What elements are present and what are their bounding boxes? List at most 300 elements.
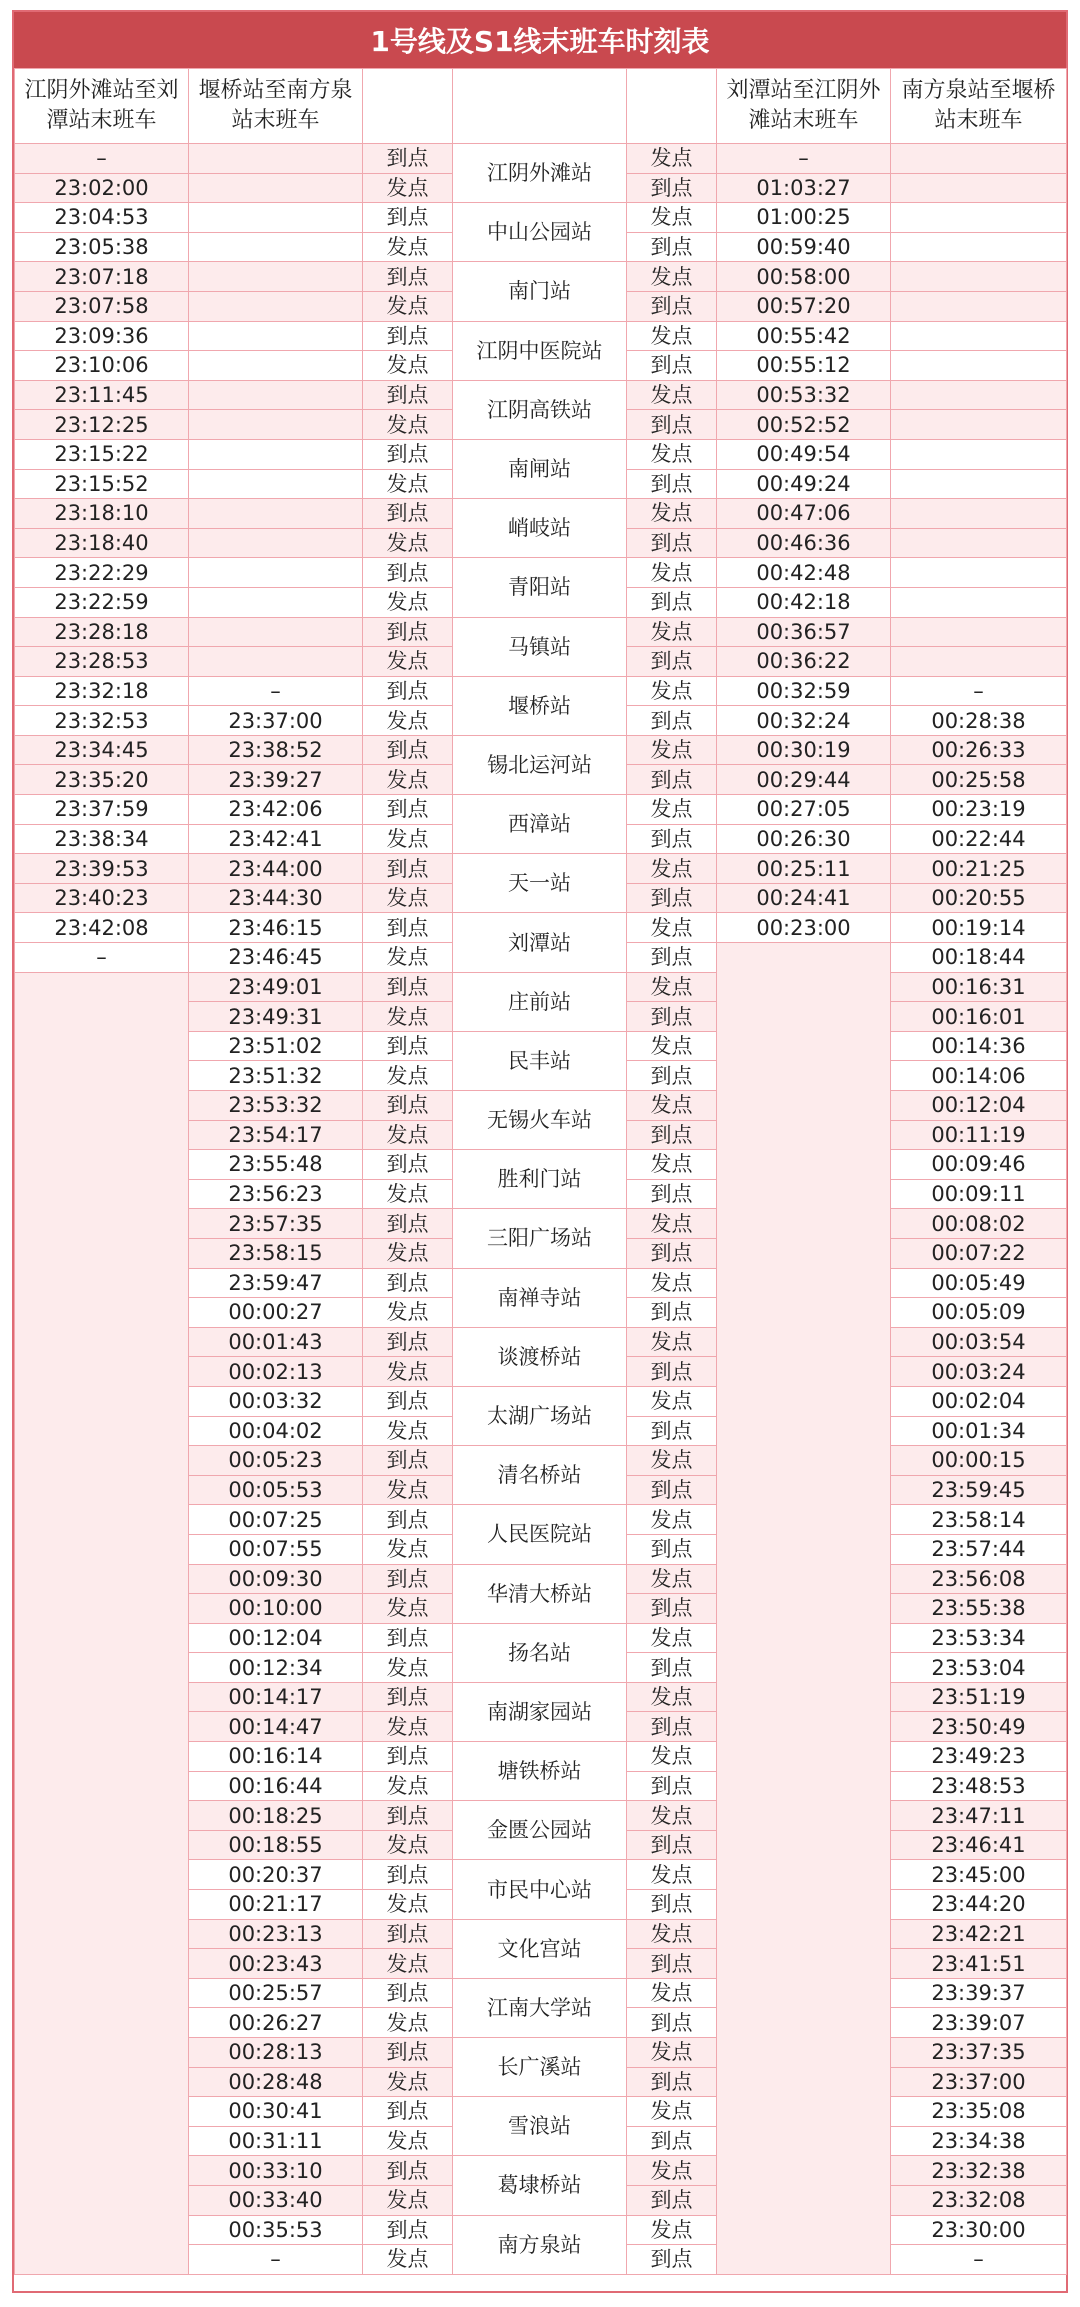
arrive-depart-label: 到点 [627, 528, 717, 558]
time-yanqiao-to-nanfangquan: 23:56:23 [189, 1179, 363, 1209]
arrive-depart-label: 到点 [363, 380, 453, 410]
arrive-depart-label: 发点 [363, 410, 453, 440]
arrive-depart-label: 发点 [363, 2245, 453, 2275]
time-nanfangquan-to-yanqiao [891, 410, 1067, 440]
arrive-depart-label: 发点 [363, 1416, 453, 1446]
arrive-depart-label: 发点 [627, 1860, 717, 1890]
time-liutan-to-jiangyin: 00:57:20 [717, 291, 891, 321]
time-yanqiao-to-nanfangquan: – [189, 2245, 363, 2275]
arrive-depart-label: 到点 [627, 1357, 717, 1387]
arrive-depart-label: 发点 [627, 1919, 717, 1949]
station-name: 马镇站 [453, 617, 627, 676]
arrive-depart-label: 到点 [363, 1091, 453, 1121]
station-name: 文化宫站 [453, 1919, 627, 1978]
time-nanfangquan-to-yanqiao: 00:05:09 [891, 1298, 1067, 1328]
arrive-depart-label: 到点 [363, 617, 453, 647]
header-jiangyin-to-liutan: 江阴外滩站至刘潭站末班车 [15, 69, 189, 144]
arrive-depart-label: 到点 [627, 1298, 717, 1328]
time-jiangyin-to-liutan: 23:42:08 [15, 913, 189, 943]
timetable-body [15, 144, 1067, 2275]
time-nanfangquan-to-yanqiao: 00:07:22 [891, 1238, 1067, 1268]
time-nanfangquan-to-yanqiao: 00:08:02 [891, 1209, 1067, 1239]
arrive-depart-label: 发点 [363, 1890, 453, 1920]
arrive-depart-label: 到点 [627, 824, 717, 854]
time-jiangyin-to-liutan: 23:15:52 [15, 469, 189, 499]
time-jiangyin-to-liutan: 23:09:36 [15, 321, 189, 351]
arrive-depart-label: 发点 [627, 1446, 717, 1476]
time-liutan-to-jiangyin: – [717, 144, 891, 174]
station-name: 无锡火车站 [453, 1091, 627, 1150]
time-yanqiao-to-nanfangquan: 00:23:43 [189, 1949, 363, 1979]
time-jiangyin-to-liutan: 23:37:59 [15, 795, 189, 825]
time-jiangyin-to-liutan: 23:32:53 [15, 706, 189, 736]
time-yanqiao-to-nanfangquan: 00:28:13 [189, 2038, 363, 2068]
station-name: 天一站 [453, 854, 627, 913]
time-nanfangquan-to-yanqiao: 23:39:37 [891, 1978, 1067, 2008]
arrive-depart-label: 发点 [363, 1949, 453, 1979]
time-jiangyin-to-liutan: 23:15:22 [15, 439, 189, 469]
time-liutan-to-jiangyin: 00:36:22 [717, 647, 891, 677]
arrive-depart-label: 到点 [363, 735, 453, 765]
arrive-depart-label: 发点 [627, 735, 717, 765]
time-yanqiao-to-nanfangquan: – [189, 676, 363, 706]
time-jiangyin-to-liutan: – [15, 144, 189, 174]
arrive-depart-label: 发点 [363, 2008, 453, 2038]
time-yanqiao-to-nanfangquan: 23:59:47 [189, 1268, 363, 1298]
time-jiangyin-to-liutan: – [15, 943, 189, 973]
arrive-depart-label: 发点 [363, 765, 453, 795]
time-yanqiao-to-nanfangquan [189, 647, 363, 677]
arrive-depart-label: 发点 [627, 854, 717, 884]
time-yanqiao-to-nanfangquan: 00:25:57 [189, 1978, 363, 2008]
arrive-depart-label: 发点 [627, 203, 717, 233]
arrive-depart-label: 发点 [363, 1594, 453, 1624]
time-yanqiao-to-nanfangquan: 00:01:43 [189, 1327, 363, 1357]
time-liutan-to-jiangyin: 00:24:41 [717, 883, 891, 913]
arrive-depart-label: 发点 [627, 795, 717, 825]
time-yanqiao-to-nanfangquan: 00:04:02 [189, 1416, 363, 1446]
station-name: 扬名站 [453, 1623, 627, 1682]
time-nanfangquan-to-yanqiao: 23:58:14 [891, 1505, 1067, 1535]
time-jiangyin-to-liutan: 23:18:40 [15, 528, 189, 558]
header-arrive-depart-left [363, 69, 453, 144]
time-jiangyin-to-liutan: 23:22:29 [15, 558, 189, 588]
table-row [15, 676, 1067, 706]
time-nanfangquan-to-yanqiao: 00:11:19 [891, 1120, 1067, 1150]
arrive-depart-label: 到点 [627, 410, 717, 440]
header-yanqiao-to-nanfangquan: 堰桥站至南方泉站末班车 [189, 69, 363, 144]
arrive-depart-label: 发点 [363, 824, 453, 854]
time-liutan-to-jiangyin: 00:32:59 [717, 676, 891, 706]
arrive-depart-label: 到点 [363, 795, 453, 825]
arrive-depart-label: 到点 [363, 1386, 453, 1416]
arrive-depart-label: 发点 [363, 351, 453, 381]
arrive-depart-label: 发点 [363, 1712, 453, 1742]
time-yanqiao-to-nanfangquan: 23:54:17 [189, 1120, 363, 1150]
arrive-depart-label: 到点 [363, 1446, 453, 1476]
station-name: 人民医院站 [453, 1505, 627, 1564]
time-jiangyin-to-liutan: 23:18:10 [15, 499, 189, 529]
time-yanqiao-to-nanfangquan: 23:42:41 [189, 824, 363, 854]
time-nanfangquan-to-yanqiao [891, 380, 1067, 410]
time-nanfangquan-to-yanqiao: 23:37:35 [891, 2038, 1067, 2068]
time-nanfangquan-to-yanqiao: 23:42:21 [891, 1919, 1067, 1949]
time-nanfangquan-to-yanqiao [891, 439, 1067, 469]
time-jiangyin-to-liutan: 23:38:34 [15, 824, 189, 854]
arrive-depart-label: 到点 [627, 232, 717, 262]
arrive-depart-label: 发点 [627, 2038, 717, 2068]
arrive-depart-label: 到点 [363, 2215, 453, 2245]
arrive-depart-label: 到点 [627, 1416, 717, 1446]
time-yanqiao-to-nanfangquan: 00:35:53 [189, 2215, 363, 2245]
time-nanfangquan-to-yanqiao [891, 469, 1067, 499]
time-yanqiao-to-nanfangquan: 00:09:30 [189, 1564, 363, 1594]
time-yanqiao-to-nanfangquan [189, 410, 363, 440]
station-name: 青阳站 [453, 558, 627, 617]
header-arrive-depart-right [627, 69, 717, 144]
time-jiangyin-to-liutan: 23:34:45 [15, 735, 189, 765]
arrive-depart-label: 发点 [363, 1830, 453, 1860]
table-row [15, 617, 1067, 647]
time-liutan-to-jiangyin: 01:00:25 [717, 203, 891, 233]
time-yanqiao-to-nanfangquan: 00:12:04 [189, 1623, 363, 1653]
arrive-depart-label: 到点 [627, 706, 717, 736]
station-name: 江阴外滩站 [453, 144, 627, 203]
time-yanqiao-to-nanfangquan: 00:18:55 [189, 1830, 363, 1860]
time-nanfangquan-to-yanqiao: 00:22:44 [891, 824, 1067, 854]
time-yanqiao-to-nanfangquan: 00:26:27 [189, 2008, 363, 2038]
station-name: 清名桥站 [453, 1446, 627, 1505]
arrive-depart-label: 到点 [363, 1327, 453, 1357]
time-nanfangquan-to-yanqiao: 23:56:08 [891, 1564, 1067, 1594]
arrive-depart-label: 到点 [363, 1564, 453, 1594]
time-jiangyin-to-liutan: 23:32:18 [15, 676, 189, 706]
station-name: 南闸站 [453, 439, 627, 498]
time-jiangyin-to-liutan: 23:11:45 [15, 380, 189, 410]
arrive-depart-label: 到点 [363, 1209, 453, 1239]
timetable-table [14, 68, 1067, 2275]
arrive-depart-label: 发点 [627, 439, 717, 469]
time-nanfangquan-to-yanqiao: – [891, 2245, 1067, 2275]
arrive-depart-label: 发点 [627, 1623, 717, 1653]
table-row [15, 972, 1067, 1002]
table-row [15, 262, 1067, 292]
time-nanfangquan-to-yanqiao: 00:02:04 [891, 1386, 1067, 1416]
station-name: 太湖广场站 [453, 1386, 627, 1445]
time-nanfangquan-to-yanqiao: 00:05:49 [891, 1268, 1067, 1298]
time-jiangyin-to-liutan: 23:35:20 [15, 765, 189, 795]
arrive-depart-label: 到点 [627, 291, 717, 321]
arrive-depart-label: 到点 [627, 1949, 717, 1979]
time-yanqiao-to-nanfangquan [189, 558, 363, 588]
arrive-depart-label: 发点 [627, 617, 717, 647]
arrive-depart-label: 发点 [627, 2215, 717, 2245]
time-yanqiao-to-nanfangquan [189, 321, 363, 351]
time-liutan-to-jiangyin: 01:03:27 [717, 173, 891, 203]
time-liutan-to-jiangyin: 00:27:05 [717, 795, 891, 825]
time-yanqiao-to-nanfangquan: 23:44:00 [189, 854, 363, 884]
time-nanfangquan-to-yanqiao: 00:20:55 [891, 883, 1067, 913]
time-liutan-to-jiangyin: 00:47:06 [717, 499, 891, 529]
time-nanfangquan-to-yanqiao: 00:19:14 [891, 913, 1067, 943]
arrive-depart-label: 到点 [627, 943, 717, 973]
arrive-depart-label: 到点 [627, 883, 717, 913]
time-yanqiao-to-nanfangquan [189, 439, 363, 469]
arrive-depart-label: 发点 [363, 1238, 453, 1268]
arrive-depart-label: 到点 [627, 2126, 717, 2156]
time-nanfangquan-to-yanqiao: 23:53:04 [891, 1653, 1067, 1683]
time-jiangyin-to-liutan: 23:12:25 [15, 410, 189, 440]
time-yanqiao-to-nanfangquan: 23:42:06 [189, 795, 363, 825]
arrive-depart-label: 发点 [627, 262, 717, 292]
arrive-depart-label: 到点 [363, 1919, 453, 1949]
time-yanqiao-to-nanfangquan: 00:23:13 [189, 1919, 363, 1949]
arrive-depart-label: 发点 [627, 1801, 717, 1831]
table-row [15, 203, 1067, 233]
arrive-depart-label: 发点 [627, 1031, 717, 1061]
time-nanfangquan-to-yanqiao: 23:50:49 [891, 1712, 1067, 1742]
table-row [15, 380, 1067, 410]
arrive-depart-label: 到点 [363, 1150, 453, 1180]
time-yanqiao-to-nanfangquan: 23:49:31 [189, 1002, 363, 1032]
station-name: 华清大桥站 [453, 1564, 627, 1623]
time-nanfangquan-to-yanqiao: 23:48:53 [891, 1771, 1067, 1801]
time-yanqiao-to-nanfangquan: 23:49:01 [189, 972, 363, 1002]
arrive-depart-label: 发点 [363, 291, 453, 321]
arrive-depart-label: 到点 [363, 321, 453, 351]
station-name: 塘铁桥站 [453, 1742, 627, 1801]
arrive-depart-label: 到点 [363, 972, 453, 1002]
time-liutan-to-jiangyin: 00:55:42 [717, 321, 891, 351]
time-nanfangquan-to-yanqiao [891, 232, 1067, 262]
arrive-depart-label: 到点 [363, 676, 453, 706]
time-nanfangquan-to-yanqiao [891, 262, 1067, 292]
time-nanfangquan-to-yanqiao: – [891, 676, 1067, 706]
station-name: 南方泉站 [453, 2215, 627, 2274]
arrive-depart-label: 发点 [363, 1179, 453, 1209]
arrive-depart-label: 发点 [363, 1475, 453, 1505]
time-nanfangquan-to-yanqiao: 00:23:19 [891, 795, 1067, 825]
arrive-depart-label: 到点 [627, 1594, 717, 1624]
arrive-depart-label: 发点 [627, 558, 717, 588]
arrive-depart-label: 发点 [627, 2156, 717, 2186]
time-liutan-to-jiangyin: 00:49:54 [717, 439, 891, 469]
time-nanfangquan-to-yanqiao [891, 173, 1067, 203]
time-nanfangquan-to-yanqiao: 23:44:20 [891, 1890, 1067, 1920]
time-yanqiao-to-nanfangquan: 00:02:13 [189, 1357, 363, 1387]
time-yanqiao-to-nanfangquan: 00:20:37 [189, 1860, 363, 1890]
arrive-depart-label: 到点 [363, 499, 453, 529]
arrive-depart-label: 到点 [627, 173, 717, 203]
time-nanfangquan-to-yanqiao: 23:32:38 [891, 2156, 1067, 2186]
table-row [15, 854, 1067, 884]
arrive-depart-label: 发点 [363, 469, 453, 499]
time-yanqiao-to-nanfangquan: 23:37:00 [189, 706, 363, 736]
arrive-depart-label: 发点 [627, 1091, 717, 1121]
arrive-depart-label: 到点 [363, 1268, 453, 1298]
time-nanfangquan-to-yanqiao: 00:12:04 [891, 1091, 1067, 1121]
arrive-depart-label: 到点 [627, 469, 717, 499]
station-name: 江南大学站 [453, 1978, 627, 2037]
time-nanfangquan-to-yanqiao: 00:26:33 [891, 735, 1067, 765]
table-row [15, 439, 1067, 469]
time-nanfangquan-to-yanqiao: 23:35:08 [891, 2097, 1067, 2127]
station-name: 峭岐站 [453, 499, 627, 558]
timetable-title: 1号线及S1线末班车时刻表 [14, 12, 1066, 68]
arrive-depart-label: 发点 [363, 232, 453, 262]
arrive-depart-label: 发点 [627, 2097, 717, 2127]
header-nanfangquan-to-yanqiao: 南方泉站至堰桥站末班车 [891, 69, 1067, 144]
header-row [15, 69, 1067, 144]
time-yanqiao-to-nanfangquan: 23:51:32 [189, 1061, 363, 1091]
arrive-depart-label: 到点 [363, 1505, 453, 1535]
time-nanfangquan-to-yanqiao: 23:37:00 [891, 2067, 1067, 2097]
time-nanfangquan-to-yanqiao: 00:03:24 [891, 1357, 1067, 1387]
arrive-depart-label: 到点 [363, 262, 453, 292]
time-liutan-to-jiangyin: 00:46:36 [717, 528, 891, 558]
time-nanfangquan-to-yanqiao [891, 499, 1067, 529]
time-nanfangquan-to-yanqiao: 00:25:58 [891, 765, 1067, 795]
station-name: 江阴中医院站 [453, 321, 627, 380]
time-nanfangquan-to-yanqiao [891, 647, 1067, 677]
time-yanqiao-to-nanfangquan: 00:14:47 [189, 1712, 363, 1742]
arrive-depart-label: 到点 [363, 854, 453, 884]
arrive-depart-label: 到点 [627, 765, 717, 795]
arrive-depart-label: 发点 [627, 321, 717, 351]
time-yanqiao-to-nanfangquan: 00:03:32 [189, 1386, 363, 1416]
station-name: 庄前站 [453, 972, 627, 1031]
arrive-depart-label: 发点 [363, 173, 453, 203]
arrive-depart-label: 到点 [363, 2156, 453, 2186]
station-name: 金匮公园站 [453, 1801, 627, 1860]
time-nanfangquan-to-yanqiao: 23:59:45 [891, 1475, 1067, 1505]
time-nanfangquan-to-yanqiao: 23:32:08 [891, 2185, 1067, 2215]
time-liutan-to-jiangyin: 00:32:24 [717, 706, 891, 736]
time-yanqiao-to-nanfangquan: 00:07:25 [189, 1505, 363, 1535]
time-yanqiao-to-nanfangquan [189, 380, 363, 410]
time-nanfangquan-to-yanqiao: 23:46:41 [891, 1830, 1067, 1860]
arrive-depart-label: 到点 [627, 1475, 717, 1505]
time-yanqiao-to-nanfangquan: 00:05:23 [189, 1446, 363, 1476]
arrive-depart-label: 发点 [627, 1505, 717, 1535]
arrive-depart-label: 到点 [627, 2245, 717, 2275]
arrive-depart-label: 发点 [363, 2126, 453, 2156]
table-row [15, 558, 1067, 588]
station-name: 谈渡桥站 [453, 1327, 627, 1386]
time-yanqiao-to-nanfangquan: 00:16:14 [189, 1742, 363, 1772]
station-name: 南禅寺站 [453, 1268, 627, 1327]
arrive-depart-label: 发点 [627, 1386, 717, 1416]
arrive-depart-label: 发点 [363, 706, 453, 736]
station-name: 西漳站 [453, 795, 627, 854]
time-liutan-to-jiangyin: 00:52:52 [717, 410, 891, 440]
time-jiangyin-to-liutan: 23:22:59 [15, 587, 189, 617]
time-jiangyin-to-liutan: 23:28:18 [15, 617, 189, 647]
time-nanfangquan-to-yanqiao: 23:51:19 [891, 1682, 1067, 1712]
arrive-depart-label: 发点 [363, 1120, 453, 1150]
time-jiangyin-to-liutan: 23:07:58 [15, 291, 189, 321]
blank-area-left [15, 972, 189, 2274]
arrive-depart-label: 发点 [363, 1653, 453, 1683]
time-nanfangquan-to-yanqiao: 00:09:46 [891, 1150, 1067, 1180]
arrive-depart-label: 到点 [363, 2097, 453, 2127]
arrive-depart-label: 到点 [363, 144, 453, 174]
time-yanqiao-to-nanfangquan [189, 499, 363, 529]
time-nanfangquan-to-yanqiao: 00:28:38 [891, 706, 1067, 736]
arrive-depart-label: 到点 [363, 1742, 453, 1772]
arrive-depart-label: 发点 [627, 1742, 717, 1772]
time-jiangyin-to-liutan: 23:40:23 [15, 883, 189, 913]
station-name: 三阳广场站 [453, 1209, 627, 1268]
time-nanfangquan-to-yanqiao: 23:30:00 [891, 2215, 1067, 2245]
time-yanqiao-to-nanfangquan [189, 262, 363, 292]
time-nanfangquan-to-yanqiao [891, 558, 1067, 588]
arrive-depart-label: 到点 [363, 439, 453, 469]
time-nanfangquan-to-yanqiao: 23:49:23 [891, 1742, 1067, 1772]
arrive-depart-label: 发点 [627, 1150, 717, 1180]
station-name: 胜利门站 [453, 1150, 627, 1209]
header-liutan-to-jiangyin: 刘潭站至江阴外滩站末班车 [717, 69, 891, 144]
arrive-depart-label: 发点 [363, 587, 453, 617]
time-yanqiao-to-nanfangquan: 23:58:15 [189, 1238, 363, 1268]
arrive-depart-label: 到点 [363, 558, 453, 588]
time-nanfangquan-to-yanqiao: 00:18:44 [891, 943, 1067, 973]
time-jiangyin-to-liutan: 23:28:53 [15, 647, 189, 677]
arrive-depart-label: 发点 [363, 1771, 453, 1801]
station-name: 葛埭桥站 [453, 2156, 627, 2215]
time-yanqiao-to-nanfangquan [189, 203, 363, 233]
time-jiangyin-to-liutan: 23:05:38 [15, 232, 189, 262]
arrive-depart-label: 到点 [627, 1712, 717, 1742]
arrive-depart-label: 发点 [627, 380, 717, 410]
arrive-depart-label: 到点 [627, 1120, 717, 1150]
time-nanfangquan-to-yanqiao: 00:09:11 [891, 1179, 1067, 1209]
time-nanfangquan-to-yanqiao: 00:16:01 [891, 1002, 1067, 1032]
time-jiangyin-to-liutan: 23:10:06 [15, 351, 189, 381]
arrive-depart-label: 发点 [363, 1298, 453, 1328]
time-liutan-to-jiangyin: 00:49:24 [717, 469, 891, 499]
time-yanqiao-to-nanfangquan: 00:07:55 [189, 1534, 363, 1564]
time-yanqiao-to-nanfangquan [189, 291, 363, 321]
time-liutan-to-jiangyin: 00:53:32 [717, 380, 891, 410]
arrive-depart-label: 发点 [627, 676, 717, 706]
time-yanqiao-to-nanfangquan: 00:16:44 [189, 1771, 363, 1801]
time-nanfangquan-to-yanqiao [891, 203, 1067, 233]
arrive-depart-label: 发点 [627, 1682, 717, 1712]
arrive-depart-label: 到点 [627, 1179, 717, 1209]
arrive-depart-label: 到点 [363, 913, 453, 943]
arrive-depart-label: 到点 [363, 2038, 453, 2068]
time-nanfangquan-to-yanqiao: 00:21:25 [891, 854, 1067, 884]
time-nanfangquan-to-yanqiao: 00:14:36 [891, 1031, 1067, 1061]
time-yanqiao-to-nanfangquan [189, 469, 363, 499]
time-liutan-to-jiangyin: 00:59:40 [717, 232, 891, 262]
time-yanqiao-to-nanfangquan [189, 173, 363, 203]
blank-area-right [717, 943, 891, 2275]
time-liutan-to-jiangyin: 00:42:18 [717, 587, 891, 617]
arrive-depart-label: 到点 [363, 1031, 453, 1061]
arrive-depart-label: 到点 [627, 2185, 717, 2215]
time-nanfangquan-to-yanqiao: 00:16:31 [891, 972, 1067, 1002]
time-nanfangquan-to-yanqiao: 23:39:07 [891, 2008, 1067, 2038]
time-nanfangquan-to-yanqiao [891, 291, 1067, 321]
time-liutan-to-jiangyin: 00:42:48 [717, 558, 891, 588]
timetable-document [12, 10, 1068, 2293]
time-jiangyin-to-liutan: 23:39:53 [15, 854, 189, 884]
time-yanqiao-to-nanfangquan: 23:46:45 [189, 943, 363, 973]
time-jiangyin-to-liutan: 23:02:00 [15, 173, 189, 203]
arrive-depart-label: 发点 [363, 2185, 453, 2215]
